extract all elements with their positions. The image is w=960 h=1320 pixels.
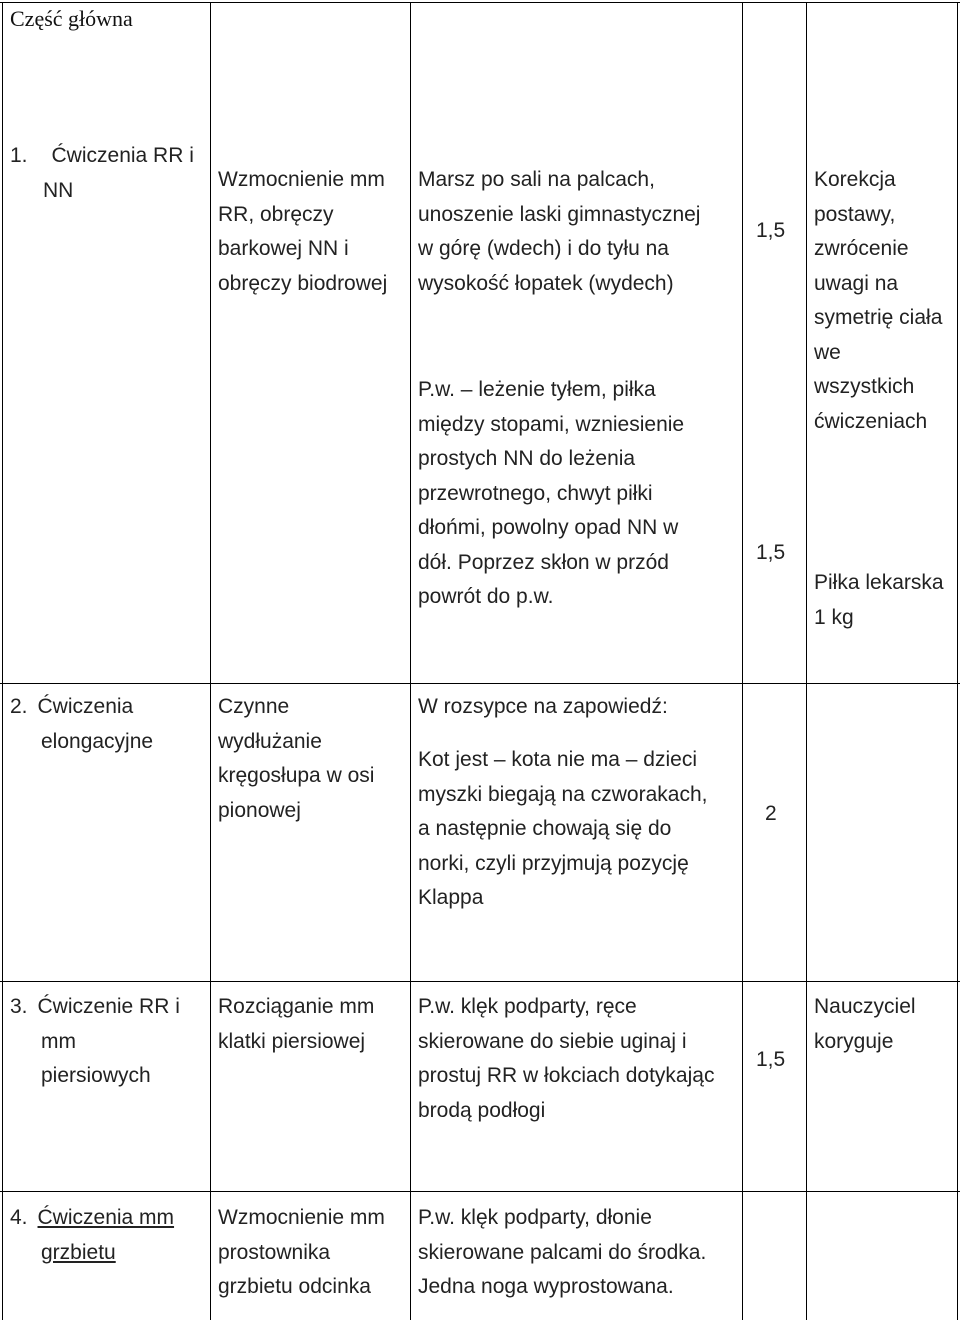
row-1-time-a: 1,5 <box>756 219 786 242</box>
column-divider <box>410 2 411 1320</box>
notes-line: Nauczyciel <box>814 995 916 1018</box>
goal-line: wydłużanie <box>218 729 322 753</box>
goal-line: Czynne <box>218 695 290 718</box>
row-2-name <box>10 690 153 759</box>
column-divider <box>210 2 211 1320</box>
exercise-line: między stopami, wzniesienie <box>418 412 685 436</box>
exercise-line: skierowane palcami do środka. <box>418 1240 707 1264</box>
goal-line: RR, obręczy <box>218 202 334 226</box>
row-4-name <box>10 1201 174 1270</box>
row-2-exercise-intro: W rozsypce na zapowiedź: <box>418 695 668 718</box>
exercise-name-line: grzbietu <box>41 1240 116 1264</box>
goal-line: Rozciąganie mm <box>218 995 375 1018</box>
row-1-notes <box>814 163 942 439</box>
exercise-name-line: Ćwiczenia mm <box>37 1206 175 1229</box>
exercise-line: P.w. klęk podparty, dłonie <box>418 1206 652 1229</box>
row-1-equipment <box>814 566 944 635</box>
exercise-line: przewrotnego, chwyt piłki <box>418 481 653 505</box>
row-3-goal <box>218 990 374 1059</box>
row-number: 4. <box>10 1206 28 1229</box>
goal-line: Wzmocnienie mm <box>218 168 385 191</box>
row-4-exercise <box>418 1201 706 1305</box>
exercise-line: dłońmi, powolny opad NN w <box>418 516 679 539</box>
exercise-line: myszki biegają na czworakach, <box>418 782 708 806</box>
exercise-line: a następnie chowają się do <box>418 817 672 840</box>
row-1-goal <box>218 163 387 301</box>
exercise-line: dół. Poprzez skłon w przód <box>418 550 669 574</box>
row-1-name <box>10 139 194 208</box>
row-divider <box>0 981 960 982</box>
notes-line: ćwiczeniach <box>814 409 928 433</box>
row-1-exercise-b <box>418 373 684 615</box>
row-number: 2. <box>10 695 28 718</box>
exercise-line: Marsz po sali na palcach, <box>418 168 655 191</box>
exercise-name-line: mm <box>41 1029 76 1053</box>
row-2-exercise <box>418 743 707 916</box>
row-3-name <box>10 990 180 1094</box>
goal-line: grzbietu odcinka <box>218 1275 371 1298</box>
notes-line: wszystkich <box>814 375 915 398</box>
exercise-line: Kot jest – kota nie ma – dzieci <box>418 748 697 771</box>
goal-line: obręczy biodrowej <box>218 271 388 295</box>
row-number: 1. <box>10 144 28 167</box>
row-3-notes <box>814 990 916 1059</box>
row-3-exercise <box>418 990 714 1128</box>
exercise-line: norki, czyli przyjmują pozycję <box>418 851 689 875</box>
goal-line: barkowej NN i <box>218 237 349 260</box>
column-divider <box>806 2 807 1320</box>
notes-line: we <box>814 340 841 364</box>
goal-line: prostownika <box>218 1240 331 1264</box>
column-divider <box>742 2 743 1320</box>
goal-line: pionowej <box>218 798 301 822</box>
exercise-line: Klappa <box>418 886 484 909</box>
exercise-line: wysokość łopatek (wydech) <box>418 271 674 295</box>
notes-line: symetrię ciała <box>814 306 943 329</box>
exercise-line: prostych NN do leżenia <box>418 447 636 470</box>
exercise-line: P.w. – leżenie tyłem, piłka <box>418 378 656 401</box>
goal-line: Wzmocnienie mm <box>218 1206 385 1229</box>
table-left-border <box>2 2 3 1320</box>
row-2-goal <box>218 690 374 828</box>
exercise-line: brodą podłogi <box>418 1098 546 1122</box>
exercise-line: skierowane do siebie uginaj i <box>418 1029 687 1053</box>
goal-line: klatki piersiowej <box>218 1029 366 1053</box>
row-1-time-b: 1,5 <box>756 541 786 564</box>
section-title: Część główna <box>10 6 133 31</box>
row-number: 3. <box>10 995 28 1018</box>
row-divider <box>0 1191 960 1192</box>
exercise-name-line: Ćwiczenie RR i <box>37 995 180 1018</box>
row-4-goal <box>218 1201 385 1305</box>
exercise-line: powrót do p.w. <box>418 585 554 608</box>
table-right-border <box>957 2 958 1320</box>
notes-line: koryguje <box>814 1029 894 1053</box>
exercise-line: unoszenie laski gimnastycznej <box>418 202 701 226</box>
exercise-line: P.w. klęk podparty, ręce <box>418 995 637 1018</box>
exercise-line: w górę (wdech) i do tyłu na <box>418 237 669 260</box>
exercise-name-line: piersiowych <box>41 1064 151 1087</box>
notes-line: postawy, <box>814 202 896 226</box>
notes-line: uwagi na <box>814 271 899 295</box>
row-1-exercise-a <box>418 163 700 301</box>
exercise-name-line: NN <box>43 178 74 202</box>
notes-line: Korekcja <box>814 168 896 191</box>
exercise-line: prostuj RR w łokciach dotykając <box>418 1064 715 1087</box>
exercise-name-line: elongacyjne <box>41 729 154 753</box>
goal-line: kręgosłupa w osi <box>218 764 375 787</box>
exercise-line: Jedna noga wyprostowana. <box>418 1275 674 1298</box>
equipment-line: Piłka lekarska <box>814 571 944 594</box>
table-top-border <box>0 2 960 3</box>
exercise-name-line: Ćwiczenia <box>37 695 134 718</box>
row-divider <box>0 683 960 684</box>
equipment-line: 1 kg <box>814 605 854 629</box>
row-2-time: 2 <box>765 802 777 825</box>
row-3-time: 1,5 <box>756 1048 786 1071</box>
exercise-name-line: Ćwiczenia RR i <box>51 144 194 167</box>
notes-line: zwrócenie <box>814 237 909 260</box>
